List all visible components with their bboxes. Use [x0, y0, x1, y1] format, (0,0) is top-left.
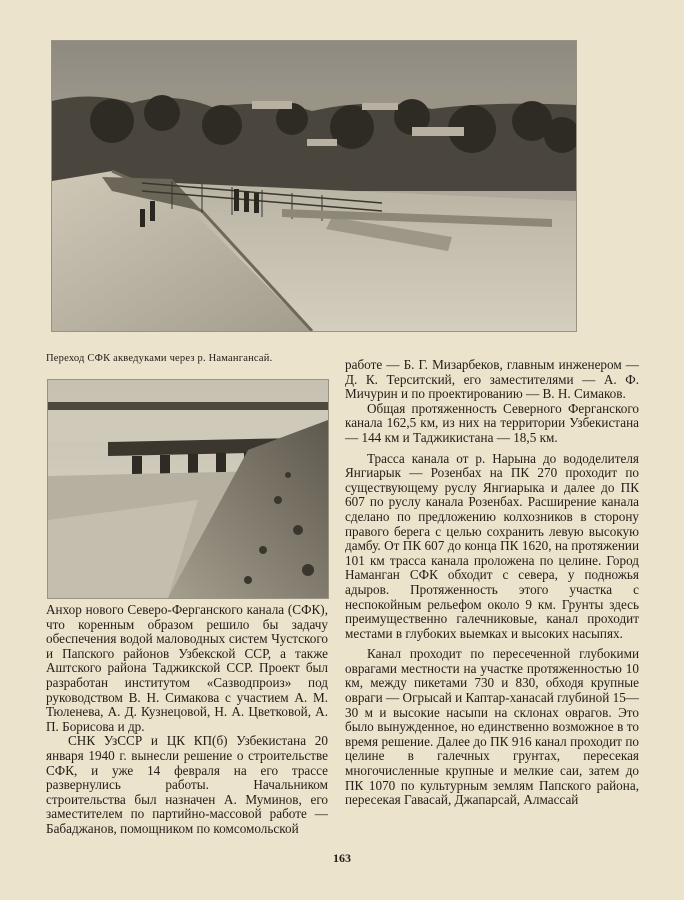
paragraph: Трасса канала от р. Нарына до вододелителя Янгиарык — Розенбах на ПК 270 проходит по существующему руслу Янгиарыка и далее до ПК 607 по руслу канала Розенбах. Расширение канала сделано по предложению колхозников в сторону правого берега с целью сохранить левую высокую дамбу. От ПК 607 до конца ПК 1620, на протяжении 101 км трасса канала проложена по целине. Город Наманган СФК обходит с севера, у подножья адыров. Протяженность этого участка с неспокойным рельефом около 9 км. Грунты здесь преимущественно галечниковые, канал проходит местами в глубоких выемках и высоких насыпях.	[345, 450, 639, 641]
paragraph: Общая протяженность Северного Ферганского канала 162,5 км, из них на территории Узбекистана — 144 км и Таджикистана — 18,5 км.	[345, 400, 639, 445]
aqueduct-photo-image	[52, 41, 576, 331]
left-text-column	[46, 603, 328, 837]
right-text-column	[345, 358, 639, 808]
paragraph: СНК УзССР и ЦК КП(б) Узбекистана 20 января 1940 г. вынесли решение о строительстве СФК, и уже 14 февраля на его трассе развернулись работы. Начальником строительства был назначен А. Муминов, его заместителем по партийно-массовой работе — Бабаджанов, помощником по комсомольской	[46, 733, 328, 836]
paragraph: Анхор нового Северо-Ферганского канала (СФК), что коренным образом решило бы задачу обеспечения водой маловодных систем Чустского и Папского районов Узбекской ССР, а также Аштского района Таджикской ССР. Проект был разработан институтом «Сазводпроиз» под руководством В. Н. Симакова с участием А. М. Тюленева, А. Д. Кузнецовой, Н. А. Цветковой, А. П. Борисова и др.	[46, 602, 328, 734]
page-number: 163	[333, 851, 351, 865]
aqueduct-photo	[51, 40, 577, 332]
headworks-photo	[47, 379, 329, 599]
paragraph: работе — Б. Г. Мизарбеков, главным инженером — Д. К. Терситский, его заместителями — А. Ф. Мичурин и по проектированию — В. Н. Симаков.	[345, 357, 639, 402]
figure-caption: Переход СФК акведуками через р. Намангансай.	[46, 353, 273, 364]
paragraph: Канал проходит по пересеченной глубокими оврагами местности на участке протяженностью 10 км, между пикетами 730 и 830, обходя крупные овраги — Огрысай и Каптар-ханасай глубиной 15—30 м и высокие насыпи на склонах оврагов. Это было вынужденное, но единственно возможное в то время решение. Далее до ПК 916 канал проходит по целине в галечных грунтах, пересекая многочисленные крупные и мелкие саи, затем до ПК 1070 по культурным землям Папского района, пересекая Гавасай, Джапарсай, Алмассай	[345, 646, 639, 808]
headworks-photo-image	[48, 380, 328, 598]
